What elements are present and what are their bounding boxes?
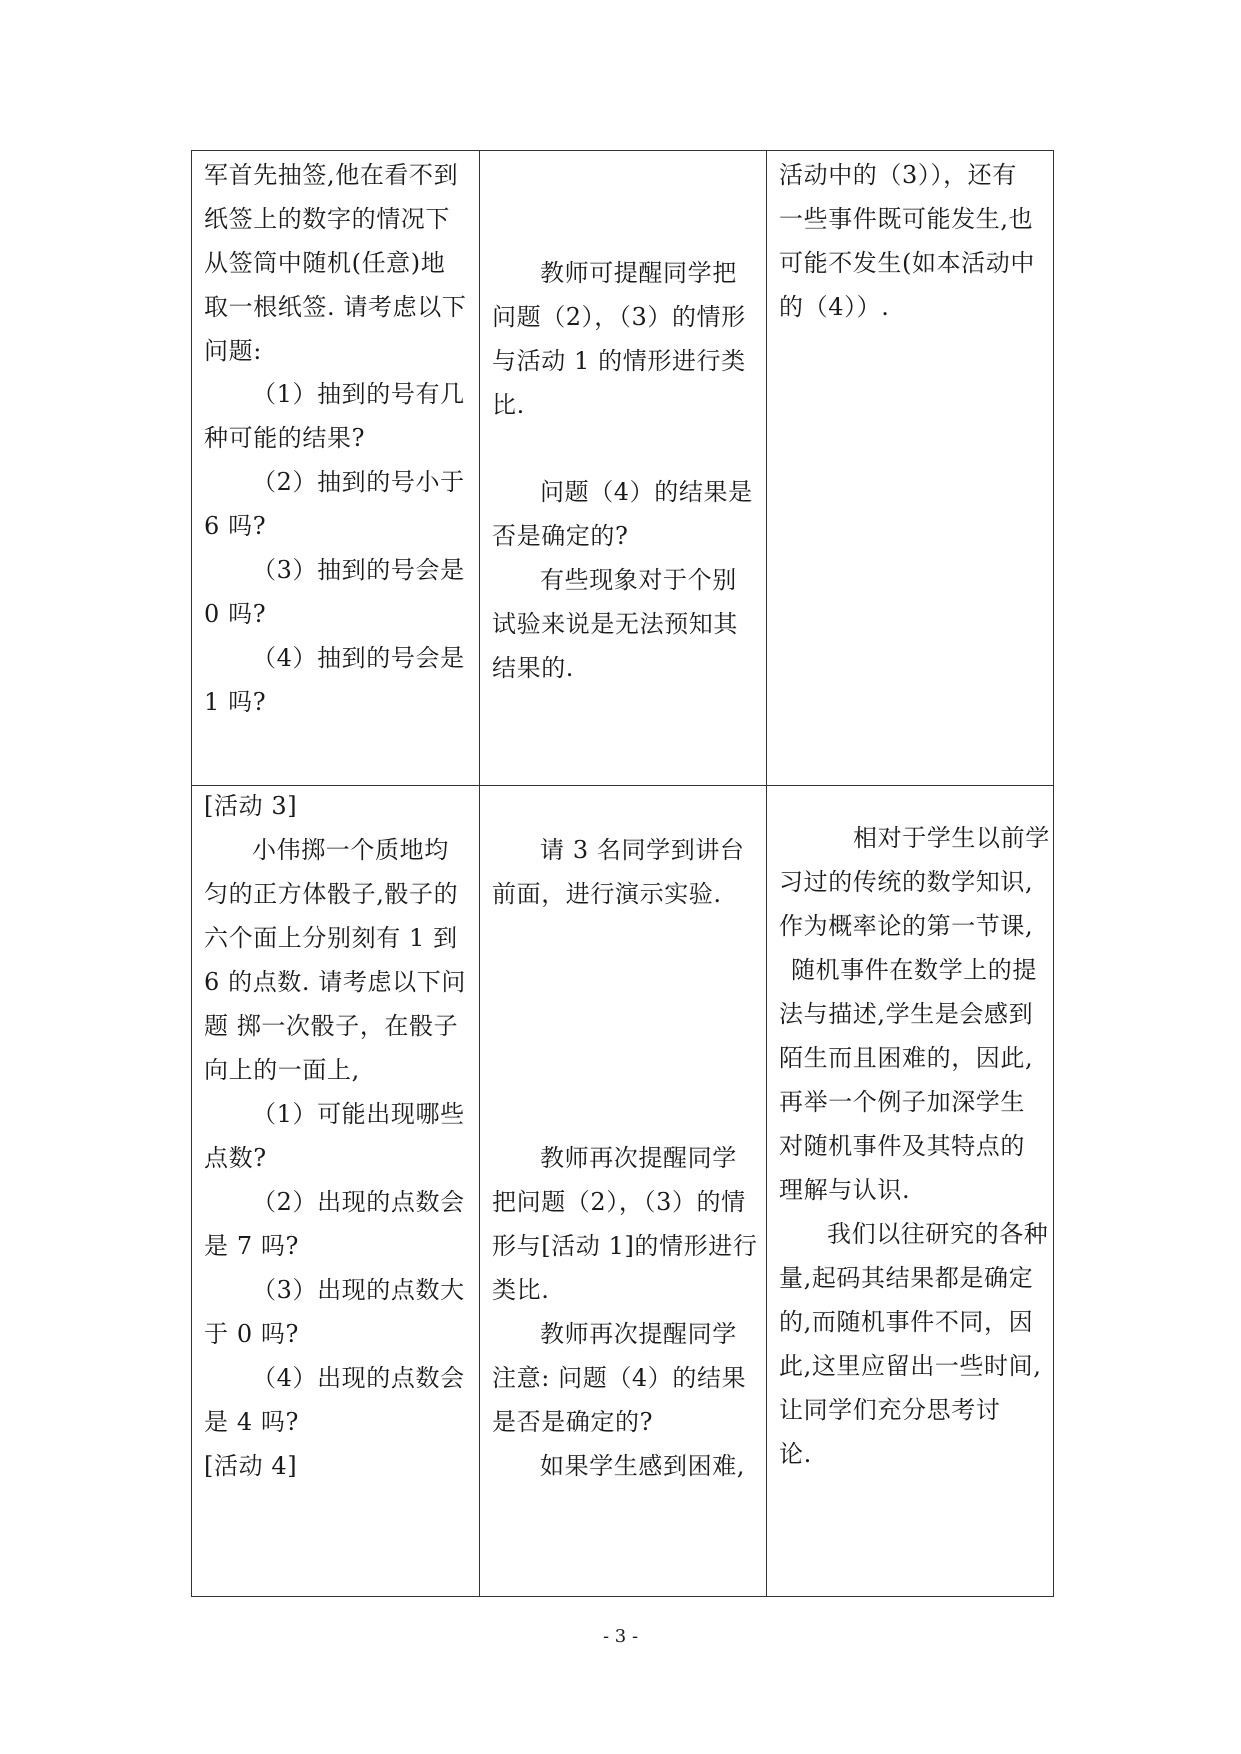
question-2: （2）抽到的号小于	[252, 468, 465, 496]
text-line: 教师再次提醒同学	[540, 1144, 737, 1172]
text-line: 是否是确定的?	[492, 1408, 654, 1436]
text-line: 的,而随机事件不同，因	[779, 1308, 1034, 1336]
text-line: 比.	[492, 391, 525, 419]
activity-heading: [活动 3]	[204, 792, 298, 820]
activity-cell	[192, 786, 480, 1597]
text-line: 取一根纸签. 请考虑以下	[204, 293, 467, 321]
text-line: 教师再次提醒同学	[540, 1320, 737, 1348]
text-line: 前面，进行演示实验.	[492, 880, 722, 908]
text-line: 可能不发生(如本活动中	[779, 249, 1035, 277]
text-line: 与活动 1 的情形进行类	[492, 347, 746, 375]
text-line: 把问题（2），（3）的情	[492, 1188, 746, 1216]
text-line: 一些事件既可能发生,也	[779, 205, 1034, 233]
text-line: 小伟掷一个质地均	[252, 836, 449, 864]
text-line: 随机事件在数学上的提	[791, 956, 1037, 984]
activity-cell	[192, 151, 480, 786]
text-line: 有些现象对于个别	[540, 566, 737, 594]
text-line: 理解与认识.	[779, 1176, 911, 1204]
teacher-guidance-cell	[480, 151, 767, 786]
text-line: 向上的一面上,	[204, 1056, 360, 1084]
teacher-guidance-cell	[480, 786, 767, 1597]
text-line: 从签筒中随机(任意)地	[204, 249, 446, 277]
question-1: （1）抽到的号有几	[252, 380, 465, 408]
text-line: 的（4））.	[779, 293, 890, 321]
text-line: 注意: 问题（4）的结果	[492, 1364, 747, 1392]
question-2: （2）出现的点数会	[252, 1188, 465, 1216]
text-line: 试验来说是无法预知其	[492, 610, 738, 638]
table-row	[192, 786, 1054, 1597]
question-3: （3）出现的点数大	[252, 1276, 465, 1304]
question-1: （1）可能出现哪些	[252, 1100, 465, 1128]
text-line: 活动中的（3）），还有	[779, 161, 1017, 189]
text-line: 题 掷一次骰子，在骰子	[204, 1012, 459, 1040]
page-number: - 3 -	[602, 1626, 639, 1647]
text-line: 军首先抽签,他在看不到	[204, 161, 459, 189]
text-line: 我们以往研究的各种	[827, 1220, 1049, 1248]
text-line: 否是确定的?	[492, 522, 629, 550]
text-line: 习过的传统的数学知识,	[779, 868, 1034, 896]
text-line: 此,这里应留出一些时间,	[779, 1352, 1042, 1380]
question-4: （4）抽到的号会是	[252, 644, 465, 672]
text-line: 论.	[779, 1440, 812, 1468]
text-line: 再举一个例子加深学生	[779, 1088, 1025, 1116]
text-line: 种可能的结果?	[204, 424, 366, 452]
text-line: 是 7 吗?	[204, 1232, 299, 1260]
text-line: 形与[活动 1]的情形进行	[492, 1232, 758, 1260]
text-line: 于 0 吗?	[204, 1320, 299, 1348]
text-line: 请 3 名同学到讲台	[540, 836, 745, 864]
text-line: 问题（2），（3）的情形	[492, 303, 746, 331]
activity-heading: [活动 4]	[204, 1452, 298, 1480]
text-line: 如果学生感到困难,	[540, 1452, 746, 1480]
text-line: 教师可提醒同学把	[540, 259, 737, 287]
text-line: 陌生而且困难的，因此,	[779, 1044, 1034, 1072]
text-line: 匀的正方体骰子,骰子的	[204, 880, 459, 908]
text-line: 结果的.	[492, 654, 575, 682]
text-line: 六个面上分别刻有 1 到	[204, 924, 458, 952]
text-line: 法与描述,学生是会感到	[779, 1000, 1034, 1028]
table-row	[192, 151, 1054, 786]
text-line: 量,起码其结果都是确定	[779, 1264, 1034, 1292]
text-line: 问题:	[204, 337, 262, 365]
design-intent-cell	[767, 151, 1054, 786]
design-intent-cell	[767, 786, 1054, 1597]
text-line: 作为概率论的第一节课,	[779, 912, 1034, 940]
text-line: 点数?	[204, 1144, 267, 1172]
text-line: 让同学们充分思考讨	[779, 1396, 1001, 1424]
text-line: 0 吗?	[204, 600, 267, 628]
text-line: 是 4 吗?	[204, 1408, 299, 1436]
text-line: 纸签上的数字的情况下	[204, 205, 450, 233]
text-line: 对随机事件及其特点的	[779, 1132, 1025, 1160]
question-4: （4）出现的点数会	[252, 1364, 465, 1392]
text-line: 类比.	[492, 1276, 550, 1304]
text-line: 问题（4）的结果是	[540, 478, 753, 506]
question-3: （3）抽到的号会是	[252, 556, 465, 584]
text-line: 6 的点数. 请考虑以下问	[204, 968, 466, 996]
text-line: 1 吗?	[204, 688, 267, 716]
lesson-table	[191, 150, 1054, 1597]
text-line: 相对于学生以前学	[853, 824, 1050, 852]
text-line: 6 吗?	[204, 512, 267, 540]
